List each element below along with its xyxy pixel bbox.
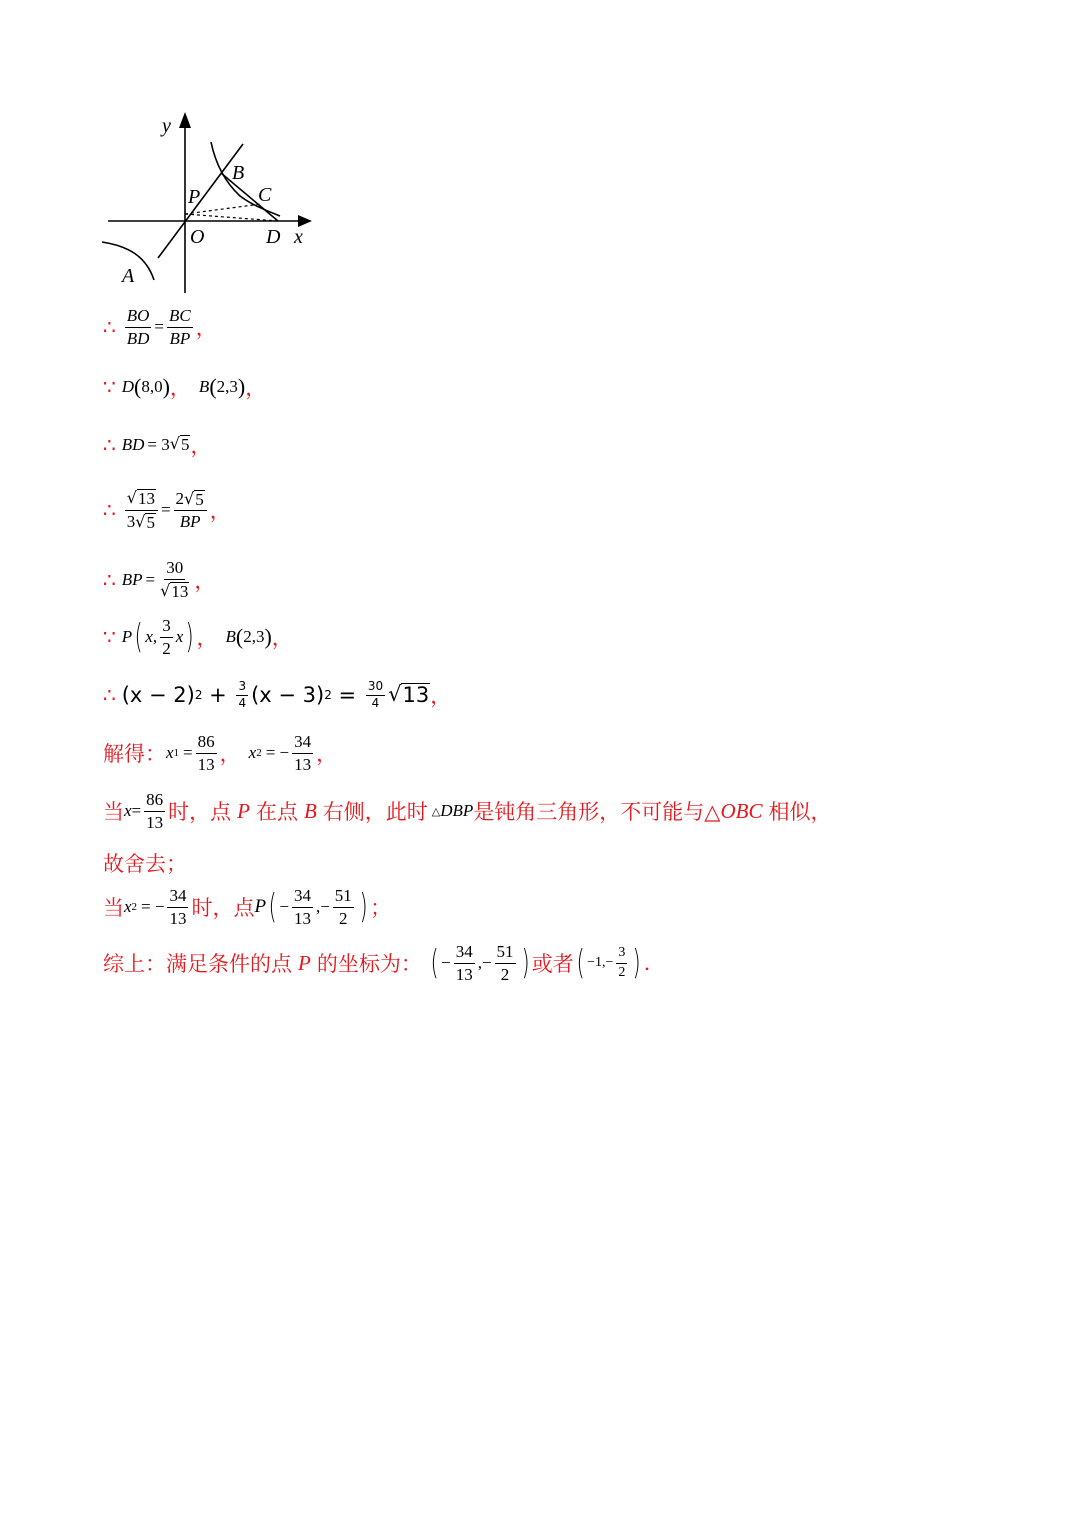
punctuation: ，: [430, 684, 452, 709]
line-11: 当 x 2 = − $\frac{34}{13}$ 时，点 P ( − $\frac{34}{13}$ ,− $\frac{51}{2}$ ) ；: [103, 886, 392, 928]
label-y: y: [162, 115, 171, 137]
term-a: (x − 2): [121, 683, 195, 708]
therefore-symbol: ∴: [103, 567, 116, 592]
subscript: 1: [173, 747, 180, 760]
fraction-86-13: [196, 732, 217, 774]
punctuation: ，: [271, 626, 293, 651]
text: 时，点: [191, 896, 255, 921]
point-B: B: [225, 627, 236, 647]
fraction-30-sqrt13: 30 √ 13: [160, 558, 189, 601]
line-3: [103, 430, 211, 460]
fraction-34-13: [167, 886, 188, 928]
because-symbol: ∵: [103, 375, 116, 399]
label-B: B: [232, 162, 245, 184]
equals-sign: =: [131, 801, 142, 821]
point-B: B: [303, 798, 317, 823]
fraction-numerator: 51: [495, 942, 516, 964]
label-C: C: [258, 184, 272, 206]
fraction-numerator: 34: [167, 886, 188, 908]
fraction-denominator: 13: [169, 908, 187, 928]
geometry-figure: [100, 108, 330, 308]
punctuation: ，: [219, 742, 241, 767]
line-8: [103, 732, 337, 774]
punctuation: .: [643, 951, 651, 976]
fraction-sqrt13-3sqrt5: √ 13 3 √ 5: [125, 488, 158, 532]
fraction-numerator: BO: [125, 306, 152, 328]
therefore-symbol: ∴: [103, 683, 116, 708]
point-D: D: [121, 377, 135, 396]
punctuation: ，: [194, 568, 216, 593]
coords-B: 2,3: [243, 627, 265, 647]
fraction-34-13: [292, 732, 313, 774]
fraction-denominator: 2: [339, 908, 348, 928]
fraction-numerator: 34: [454, 942, 475, 964]
label-A: A: [122, 265, 135, 287]
sqrt-5: √ 5: [169, 434, 190, 455]
variable-x: x: [248, 743, 257, 763]
label-P: P: [188, 186, 201, 208]
text: 综上：满足条件的点: [103, 952, 292, 977]
minus-sign: −: [441, 953, 451, 973]
text: 时，点: [168, 800, 232, 825]
triangle-symbol: △: [431, 805, 441, 818]
fraction-numerator: 3: [616, 945, 627, 963]
point-P: P: [121, 627, 133, 647]
equals-sign: =: [331, 683, 363, 708]
line-5: [103, 558, 215, 601]
fraction-denominator: 2: [162, 638, 171, 658]
fraction-denominator: 13: [197, 754, 215, 774]
fraction-34-13: [454, 942, 475, 984]
fraction-denominator: 13: [294, 754, 312, 774]
radicand: 5: [180, 435, 190, 455]
equals-sign: =: [183, 743, 193, 763]
punctuation: ，: [316, 742, 338, 767]
radicand: 13: [137, 489, 155, 508]
text: 是钝角三角形，不可能与△: [473, 800, 721, 825]
fraction-34-13: [292, 886, 313, 928]
triangle-DBP: DBP: [440, 801, 474, 821]
variable-x: x: [175, 627, 184, 647]
fraction-numerator: 86: [196, 732, 217, 754]
fraction-3-2: [160, 616, 173, 658]
line-12: 综上：满足条件的点 P 的坐标为： ( − $\frac{34}{13}$ ,− $\frac{51}{2}$ ) 或者 ( −1,− $\frac{3}{2}$ ) .: [103, 942, 651, 984]
equals-sign: =: [160, 500, 171, 520]
line-4: [103, 488, 231, 532]
comma-minus: ,−: [477, 953, 492, 973]
sqrt-13: √ 13: [388, 682, 430, 708]
variable-x: x,: [145, 627, 158, 647]
point-B: B: [198, 377, 210, 396]
label-x: x: [294, 226, 303, 248]
term-b: (x − 3): [251, 683, 325, 708]
punctuation: ，: [190, 434, 212, 458]
fraction-denominator: 13: [293, 908, 311, 928]
fraction-numerator: 34: [292, 732, 313, 754]
radicand: 5: [146, 512, 155, 532]
line-6: ∵ P ( x, $\frac{3}{2}$ x ) ， B ( 2,3 ) ，: [103, 616, 293, 658]
text: 当: [103, 896, 124, 921]
text: 当: [103, 800, 124, 825]
fraction-denominator: BD: [126, 328, 150, 348]
text: 的坐标为：: [316, 952, 422, 977]
coords-B: 2,3: [216, 377, 238, 396]
fraction-numerator: 30: [366, 680, 385, 696]
punctuation: ，: [209, 499, 231, 524]
line-2: ∵ D ( 8,0 ) ， B ( 2,3 ) ，: [103, 374, 267, 400]
fraction-denominator: 13: [146, 812, 164, 832]
coefficient: 3: [126, 511, 136, 531]
line-10: [103, 848, 187, 878]
punctuation: ，: [245, 376, 267, 400]
point-P: P: [298, 950, 311, 975]
fraction-3-2: [616, 945, 627, 980]
text: 右侧，此时: [322, 800, 428, 825]
equals-sign: =: [145, 569, 156, 589]
therefore-symbol: ∴: [103, 433, 116, 457]
fraction-denominator: BP: [179, 512, 201, 532]
punctuation: ，: [169, 376, 191, 400]
text: 在点: [255, 800, 298, 825]
y-axis-arrow: [179, 112, 191, 128]
radicand: 13: [171, 581, 189, 601]
point-P: P: [237, 798, 250, 823]
fraction-30-4: [366, 680, 385, 711]
equals-sign: =: [154, 317, 164, 337]
exponent: 2: [324, 688, 332, 703]
punctuation: ，: [195, 316, 217, 341]
fraction-86-13: [144, 790, 165, 832]
exponent: 2: [194, 688, 203, 703]
fraction-2sqrt5-bp: 2 √ 5 BP: [174, 489, 207, 532]
fraction-bo-bd: [125, 306, 152, 348]
line-9: [103, 790, 831, 832]
variable-x: x: [166, 743, 174, 763]
radicand: 13: [402, 683, 430, 708]
variable-x: x: [124, 801, 132, 821]
fraction-51-2: [333, 886, 354, 928]
fraction-numerator: 30: [164, 558, 185, 580]
solution-label: 解得：: [103, 742, 166, 767]
fraction-denominator: 4: [238, 695, 247, 710]
radicand: 5: [195, 489, 204, 509]
segment-BD: BD: [121, 435, 145, 454]
label-D: D: [266, 226, 281, 248]
minus-sign: −: [279, 897, 289, 917]
fraction-3-4: [236, 680, 248, 711]
fraction-denominator: 13: [455, 964, 473, 984]
subscript: 2: [256, 747, 262, 760]
fraction-numerator: 86: [144, 790, 165, 812]
dashed-PD: [185, 214, 278, 221]
equals-sign: = −: [141, 897, 165, 917]
fraction-denominator: BP: [169, 328, 191, 348]
fraction-denominator: 4: [371, 695, 380, 710]
fraction-51-2: [495, 942, 516, 984]
punctuation: ，: [196, 626, 218, 651]
label-O: O: [190, 226, 205, 248]
fraction-numerator: 34: [292, 886, 313, 908]
fraction-numerator: 3: [160, 616, 173, 638]
comma-minus: ,−: [315, 897, 330, 917]
because-symbol: ∵: [103, 625, 116, 650]
plus-sign: +: [202, 683, 234, 708]
line-1: [103, 306, 217, 348]
variable-x: x: [124, 897, 132, 917]
coordinate: −1,−: [587, 955, 614, 971]
fraction-numerator: 51: [333, 886, 354, 908]
punctuation: ；: [370, 896, 392, 921]
fraction-denominator: 2: [618, 964, 626, 980]
fraction-numerator: BC: [167, 306, 193, 328]
text: 故舍去；: [103, 852, 187, 876]
triangle-OBC: OBC: [720, 798, 763, 823]
fraction-denominator: 2: [500, 964, 510, 984]
text: 相似，: [768, 800, 832, 825]
subscript: 2: [131, 901, 138, 914]
therefore-symbol: ∴: [103, 498, 116, 523]
equals-sign: = −: [265, 743, 290, 763]
text: 或者: [531, 952, 574, 977]
fraction-bc-bp: [167, 306, 193, 348]
fraction-numerator: 3: [236, 680, 248, 696]
coords-D: 8,0: [141, 377, 163, 396]
segment-BP: BP: [121, 569, 143, 589]
coefficient: 2: [175, 488, 185, 508]
equals-expression: = 3: [147, 435, 170, 454]
line-7: [103, 680, 451, 711]
therefore-symbol: ∴: [103, 315, 116, 340]
point-P: P: [254, 896, 267, 918]
